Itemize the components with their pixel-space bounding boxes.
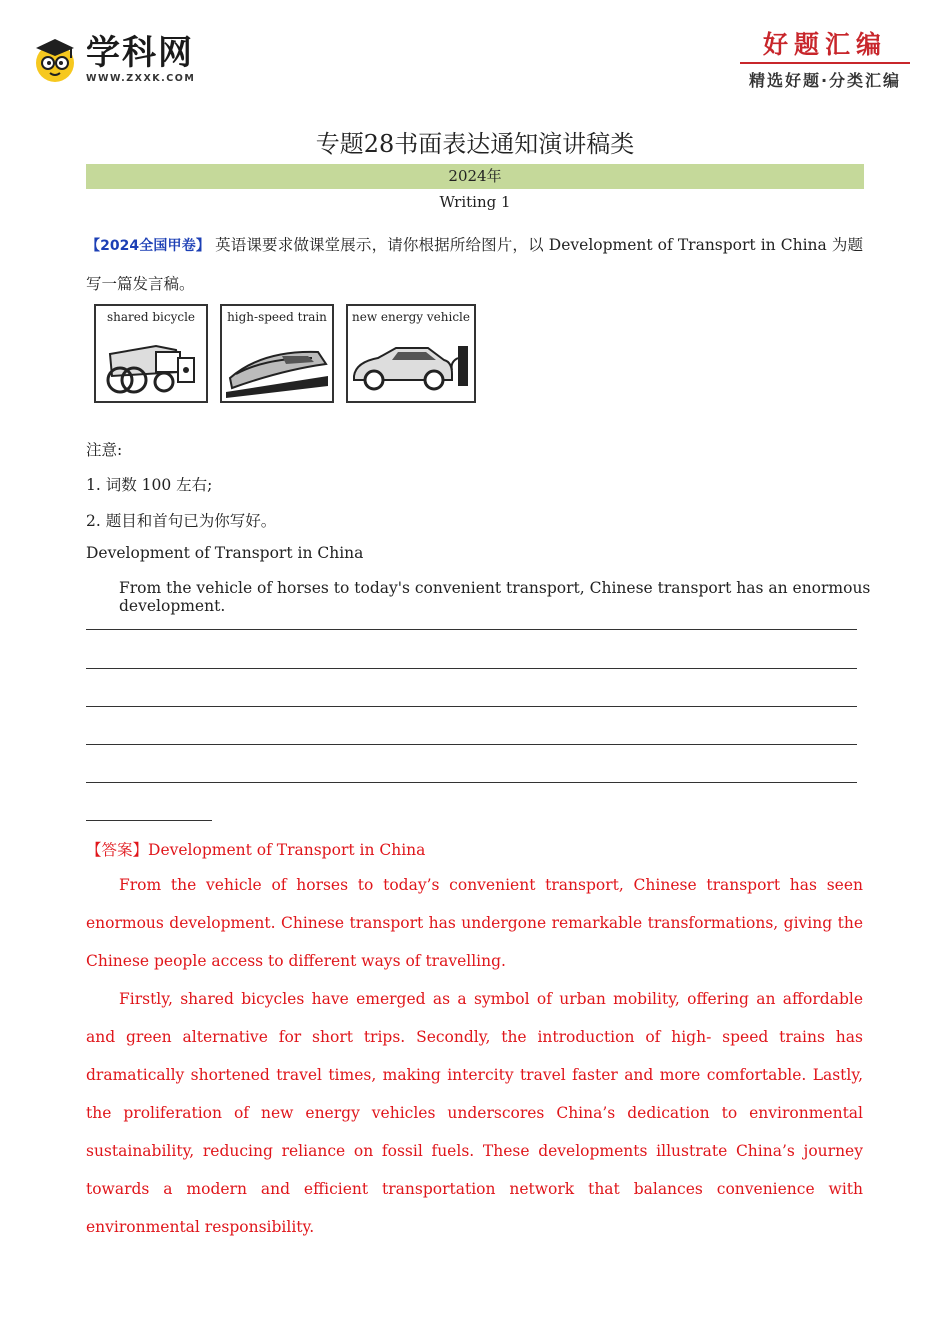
page-header xyxy=(0,0,950,115)
essay-title: Development of Transport in China xyxy=(86,544,364,562)
prompt-text: 英语课要求做课堂展示，请你根据所给图片，以 Development of Transport in China 为题写一篇发言稿。 xyxy=(86,236,863,293)
logo-text: 学科网 xyxy=(86,32,194,73)
picture-label: high-speed train xyxy=(227,310,327,324)
year-band: 2024年 xyxy=(86,164,864,189)
answer-title: Development of Transport in China xyxy=(148,841,426,859)
answer-blank-line[interactable] xyxy=(86,820,212,821)
note-item: 1. 词数 100 左右; xyxy=(86,476,213,494)
mascot-icon xyxy=(30,34,80,84)
answer-blank-line[interactable] xyxy=(86,782,857,783)
picture-strip xyxy=(94,304,476,403)
page-title: 专题28书面表达通知演讲稿类 xyxy=(315,130,635,158)
note-item: 2. 题目和首句已为你写好。 xyxy=(86,512,277,530)
logo-url: WWW.ZXXK.COM xyxy=(86,72,196,84)
vintage-carriage-icon xyxy=(96,306,206,401)
answer-paragraph: Firstly, shared bicycles have emerged as a symbol of urban mobility, offering an affordable and green alternative for short trips. Secondly, the introduction of high- speed trains has dramatically shortened travel times, making intercity travel faster and more comfortable. Lastly, the proliferation of new energy vehicles underscores China’s dedication to environmental sustainability, reducing reliance on fossil fuels. These developments illustrate China’s journey towards a modern and efficient transportation network that balances convenience with environmental responsibility. xyxy=(86,990,863,1236)
answer-label: 【答案】 xyxy=(86,841,149,859)
answer-blank-line[interactable] xyxy=(86,744,857,745)
brand-badge xyxy=(740,30,910,91)
notes-title: 注意: xyxy=(86,441,123,459)
picture-label: new energy vehicle xyxy=(352,310,470,324)
source-tag: 【2024全国甲卷】 xyxy=(86,238,211,254)
writing-label: Writing 1 xyxy=(439,193,511,211)
picture-high-speed-train xyxy=(220,304,334,403)
electric-car-charging-icon xyxy=(348,306,474,401)
answer-blank-line[interactable] xyxy=(86,629,857,630)
brand-title: 好题汇编 xyxy=(762,30,887,59)
picture-new-energy-vehicle xyxy=(346,304,476,403)
first-sentence: From the vehicle of horses to today's convenient transport, Chinese transport has an enormous development. xyxy=(119,579,871,615)
brand-divider xyxy=(740,62,910,64)
answer-body xyxy=(86,866,863,1246)
picture-shared-bicycle xyxy=(94,304,208,403)
picture-label: shared bicycle xyxy=(106,310,196,324)
answer-blank-line[interactable] xyxy=(86,668,857,669)
bullet-train-icon xyxy=(222,306,332,401)
answer-heading xyxy=(86,838,425,860)
answer-paragraph: From the vehicle of horses to today’s convenient transport, Chinese transport has seen enormous development. Chinese transport has undergone remarkable transformations, giving the Chinese people access to different ways of travelling. xyxy=(86,876,863,970)
answer-blank-line[interactable] xyxy=(86,706,857,707)
zxxk-logo[interactable] xyxy=(30,34,195,84)
prompt-paragraph xyxy=(86,226,863,303)
brand-subtitle: 精选好题·分类汇编 xyxy=(748,71,902,90)
